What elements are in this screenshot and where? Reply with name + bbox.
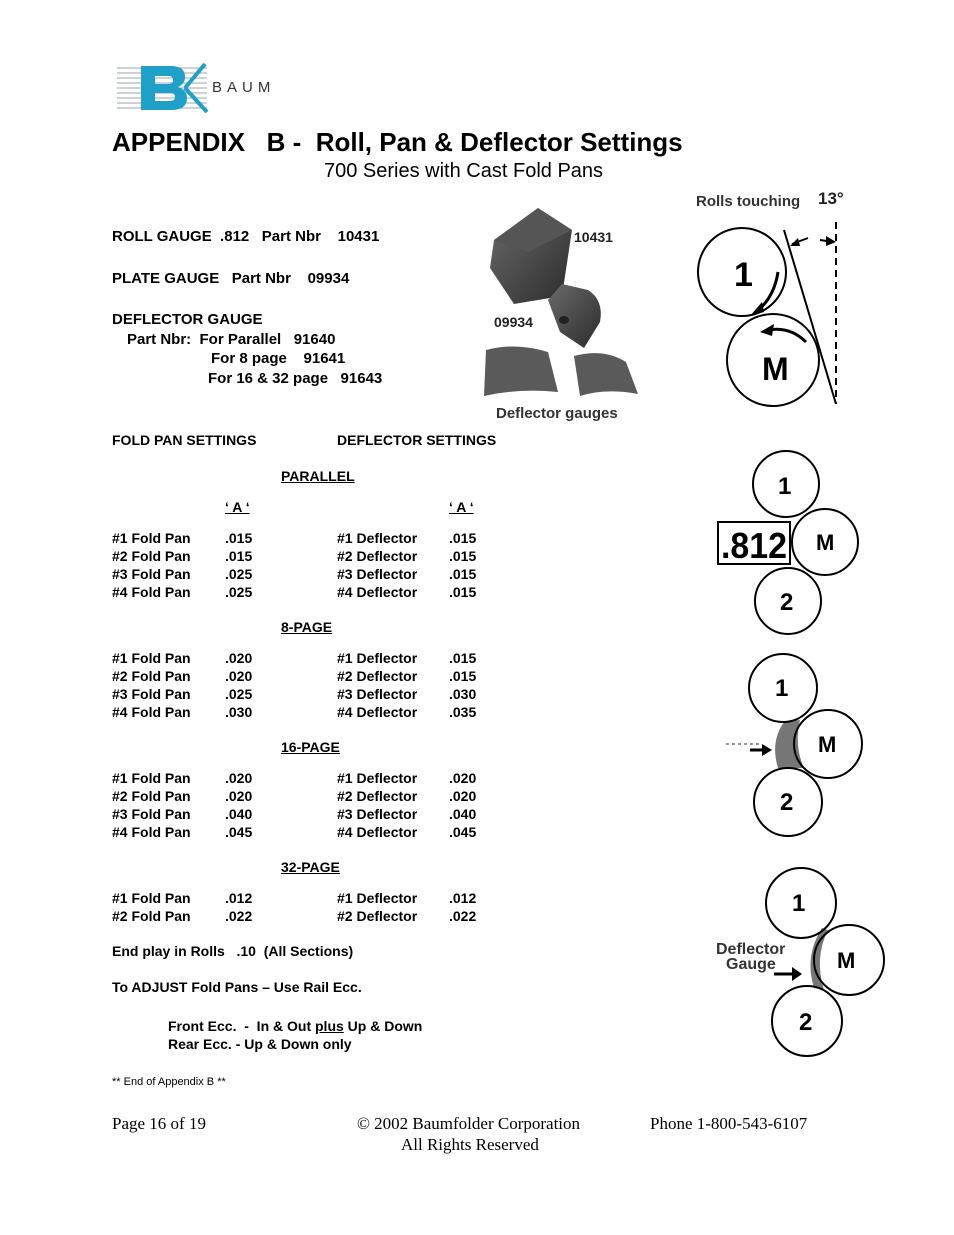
fold-pan-label: #4 Fold Pan — [112, 704, 191, 720]
deflector-value: .040 — [449, 806, 477, 822]
roll-m-label: M — [837, 948, 856, 973]
deflector-part-line-3: For 16 & 32 page 91643 — [208, 370, 383, 387]
parallel-heading: PARALLEL — [281, 468, 355, 484]
table-row — [112, 565, 489, 583]
footer-phone: Phone 1-800-543-6107 — [650, 1114, 808, 1133]
deflector-part-line-2: For 8 page 91641 — [211, 350, 346, 367]
fold-pan-value: .012 — [225, 890, 253, 906]
parallel-table — [112, 529, 489, 601]
deflector-value: .045 — [449, 824, 477, 840]
8-page-heading: 8-PAGE — [281, 619, 333, 635]
deflector-label: #2 Deflector — [337, 548, 418, 564]
end-of-appendix-note: ** End of Appendix B ** — [112, 1076, 226, 1088]
16-page-table — [112, 769, 489, 841]
fold-pan-value: .025 — [225, 686, 253, 702]
fold-pan-label: #4 Fold Pan — [112, 824, 191, 840]
deflector-value: .020 — [449, 788, 477, 804]
fold-pan-value: .020 — [225, 650, 253, 666]
fold-pan-label: #2 Fold Pan — [112, 668, 191, 684]
deflector-label: #1 Deflector — [337, 530, 418, 546]
table-row — [112, 703, 489, 721]
footer-page-number: Page 16 of 19 — [112, 1114, 206, 1133]
deflector-label-2: Gauge — [726, 956, 776, 973]
deflector-label: #3 Deflector — [337, 686, 418, 702]
32-page-table — [112, 889, 489, 925]
roll-gauge-line: ROLL GAUGE .812 Part Nbr 10431 — [112, 228, 380, 245]
table-row — [112, 787, 489, 805]
deflector-label: #2 Deflector — [337, 668, 418, 684]
rear-ecc-note: Rear Ecc. - Up & Down only — [168, 1036, 352, 1052]
roll-1-label: 1 — [778, 473, 792, 500]
fold-pan-label: #2 Fold Pan — [112, 908, 191, 924]
deflector-label: #1 Deflector — [337, 650, 418, 666]
deflector-label: #4 Deflector — [337, 584, 418, 600]
table-row — [112, 823, 489, 841]
deflector-diagram-a — [720, 650, 870, 840]
rolls-touching-diagram — [690, 182, 860, 424]
table-row — [112, 769, 489, 787]
roll-m-label: M — [816, 530, 835, 555]
fold-pan-value: .015 — [225, 548, 253, 564]
deflector-value: .015 — [449, 668, 477, 684]
fold-pan-label: #4 Fold Pan — [112, 584, 191, 600]
rolls-touching-label: Rolls touching — [696, 193, 801, 210]
roll-1-label: 1 — [775, 675, 789, 702]
deflector-part-line-1: Part Nbr: For Parallel 91640 — [127, 331, 336, 348]
deflector-value: .015 — [449, 584, 477, 600]
deflector-gauge-heading: DEFLECTOR GAUGE — [112, 311, 263, 328]
adjust-note: To ADJUST Fold Pans – Use Rail Ecc. — [112, 979, 362, 995]
plate-gauge-line: PLATE GAUGE Part Nbr 09934 — [112, 270, 350, 287]
deflector-value: .015 — [449, 566, 477, 582]
fold-pan-value: .020 — [225, 788, 253, 804]
fold-pan-value: .020 — [225, 668, 253, 684]
deflector-diagram-b — [712, 866, 892, 1062]
fold-pan-label: #1 Fold Pan — [112, 890, 191, 906]
deflector-label: #2 Deflector — [337, 908, 418, 924]
deflector-label: #4 Deflector — [337, 704, 418, 720]
fold-pan-a-label: ‘ A ‘ — [225, 499, 250, 515]
deflector-value: .015 — [449, 530, 477, 546]
fold-pan-label: #3 Fold Pan — [112, 566, 191, 582]
fold-pan-value: .025 — [225, 584, 253, 600]
16-page-heading: 16-PAGE — [281, 739, 340, 755]
angle-label: 13° — [818, 189, 844, 208]
fold-pan-label: #2 Fold Pan — [112, 548, 191, 564]
fold-pan-label: #3 Fold Pan — [112, 686, 191, 702]
table-row — [112, 805, 489, 823]
footer-rights: All Rights Reserved — [401, 1135, 539, 1154]
table-row — [112, 649, 489, 667]
roll-m-label: M — [762, 351, 789, 387]
fold-pan-label: #3 Fold Pan — [112, 806, 191, 822]
footer-copyright: © 2002 Baumfolder Corporation — [357, 1114, 581, 1133]
page-subtitle: 700 Series with Cast Fold Pans — [324, 160, 604, 182]
page-title: APPENDIX B - Roll, Pan & Deflector Settings — [112, 127, 683, 157]
roll-m-label: M — [818, 732, 837, 757]
fold-pan-label: #1 Fold Pan — [112, 650, 191, 666]
table-row — [112, 685, 489, 703]
deflector-value: .012 — [449, 890, 477, 906]
gauge-value: .812 — [721, 525, 787, 566]
roll-1-label: 1 — [792, 890, 806, 917]
photo-label-09934: 09934 — [494, 314, 533, 330]
deflector-label-1: Deflector — [716, 941, 786, 958]
deflector-label: #4 Deflector — [337, 824, 418, 840]
photo-caption: Deflector gauges — [496, 405, 618, 422]
logo-text: BAUM — [212, 79, 276, 96]
roll-2-label: 2 — [780, 589, 794, 616]
roll-1-label: 1 — [734, 256, 753, 294]
deflector-label: #3 Deflector — [337, 806, 418, 822]
fold-pan-value: .045 — [225, 824, 253, 840]
deflector-label: #1 Deflector — [337, 770, 418, 786]
fold-pan-label: #2 Fold Pan — [112, 788, 191, 804]
gauges-photo — [476, 200, 656, 426]
fold-pan-value: .040 — [225, 806, 253, 822]
32-page-heading: 32-PAGE — [281, 859, 340, 875]
table-row — [112, 667, 489, 685]
fold-pan-value: .020 — [225, 770, 253, 786]
table-row — [112, 907, 489, 925]
fold-pan-settings-heading: FOLD PAN SETTINGS — [112, 432, 257, 448]
roll-2-label: 2 — [780, 789, 794, 816]
table-row — [112, 889, 489, 907]
fold-pan-value: .025 — [225, 566, 253, 582]
deflector-label: #1 Deflector — [337, 890, 418, 906]
roll-2-label: 2 — [799, 1009, 813, 1036]
front-ecc-note: Front Ecc. - In & Out plus Up & Down — [168, 1018, 423, 1034]
roll-gauge-diagram — [712, 448, 872, 640]
fold-pan-label: #1 Fold Pan — [112, 530, 191, 546]
deflector-value: .020 — [449, 770, 477, 786]
deflector-label: #3 Deflector — [337, 566, 418, 582]
8-page-table — [112, 649, 489, 721]
deflector-value: .035 — [449, 704, 477, 720]
deflector-value: .015 — [449, 548, 477, 564]
deflector-value: .022 — [449, 908, 477, 924]
deflector-value: .030 — [449, 686, 477, 702]
fold-pan-value: .022 — [225, 908, 253, 924]
photo-label-10431: 10431 — [574, 229, 613, 245]
fold-pan-label: #1 Fold Pan — [112, 770, 191, 786]
table-row — [112, 547, 489, 565]
deflector-label: #2 Deflector — [337, 788, 418, 804]
deflector-settings-heading: DEFLECTOR SETTINGS — [337, 432, 497, 448]
fold-pan-value: .030 — [225, 704, 253, 720]
table-row — [112, 529, 489, 547]
deflector-a-label: ‘ A ‘ — [449, 499, 474, 515]
deflector-value: .015 — [449, 650, 477, 666]
table-row — [112, 583, 489, 601]
end-play-note: End play in Rolls .10 (All Sections) — [112, 943, 354, 959]
fold-pan-value: .015 — [225, 530, 253, 546]
